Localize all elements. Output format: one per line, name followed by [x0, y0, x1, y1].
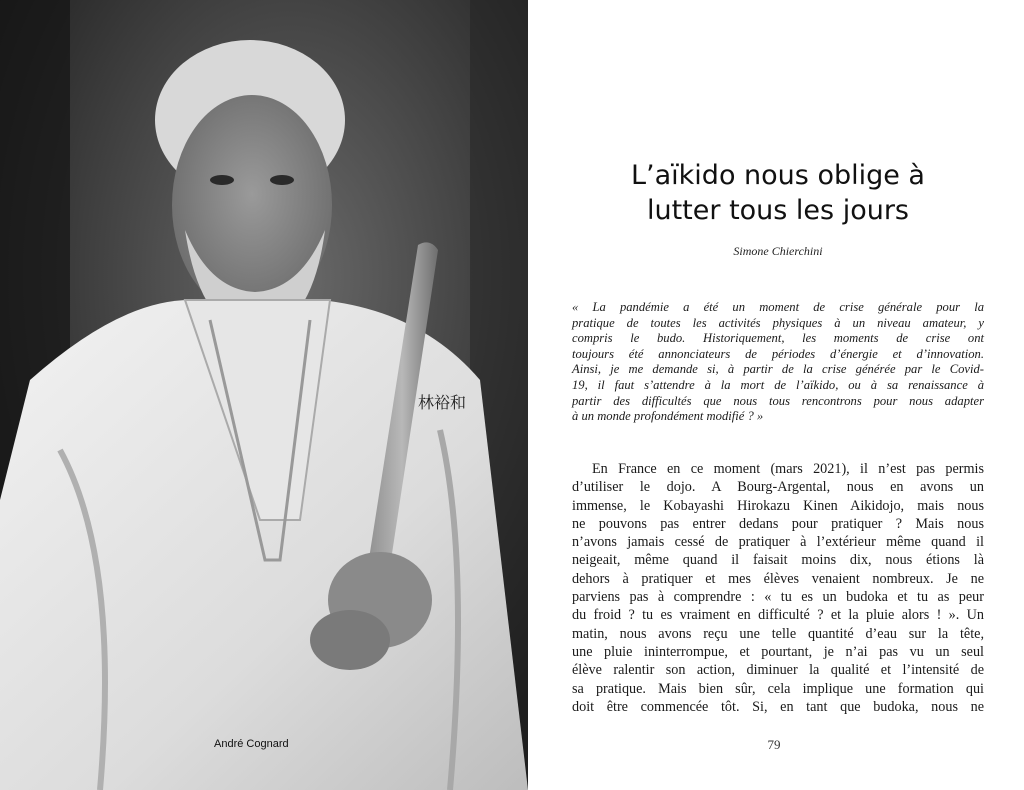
title-line: L’aïkido nous oblige à	[631, 160, 925, 192]
text-page	[528, 0, 1024, 790]
quote-line: Ainsi, je me demande si, à partir de la crise générée par le Covid-	[572, 362, 984, 377]
body-line: n’avons jamais cessé de pratiquer à l’extérieur même quand il	[572, 534, 984, 551]
body-line: neigeait, même quand il faisait moins dix, nous étions là	[572, 552, 984, 569]
body-line: du froid ? tu es vraiment en difficulté ? et la pluie alors ! ». Un	[572, 607, 984, 624]
article-title	[568, 158, 988, 228]
title-line: lutter tous les jours	[646, 195, 909, 227]
quote-line: « La pandémie a été un moment de crise générale pour la	[572, 300, 984, 314]
intro-quote	[572, 300, 984, 425]
body-paragraph	[572, 460, 984, 716]
quote-line: pratique de toutes les activités physiques à un niveau amateur, y	[572, 315, 984, 330]
body-line: d’utiliser le dojo. A Bourg-Argental, nous en avons un	[572, 479, 984, 496]
page-number: 79	[767, 737, 781, 752]
body-line: parviens pas à comprendre : « tu es un budoka et tu as peur	[572, 589, 984, 606]
quote-line: partir des difficultés que nous tous rencontrons pour nous adapter	[572, 393, 984, 408]
body-line: sa pratique. Mais bien sûr, cela implique une formation qui	[572, 680, 984, 697]
body-line: doit être commencée tôt. Si, en tant que budoka, nous ne	[572, 698, 984, 715]
gi-emblem-text: 林裕和	[418, 393, 467, 412]
author-name: Simone Chierchini	[733, 244, 823, 258]
body-line: élève ralentir son action, diminuer la qualité et l’intensité de	[572, 662, 984, 679]
body-line: matin, nous avons reçu une telle quantité d’eau sur la tête,	[572, 625, 984, 642]
body-line: ne pouvons pas entrer dedans pour pratiquer ? Mais nous	[572, 515, 984, 532]
quote-line: 19, il faut s’attendre à la mort de l’aïkido, ou à sa renaissance à	[572, 377, 984, 392]
body-line: En France en ce moment (mars 2021), il n’est pas permis	[592, 461, 984, 477]
body-line: une pluie ininterrompue, et pourtant, je n’ai pas vu un seul	[572, 643, 984, 660]
quote-line: toujours été annonciateurs de périodes d’énergie et d’innovation.	[572, 346, 984, 361]
body-line: dehors à pratiquer et mes élèves venaient nombreux. Je ne	[572, 570, 984, 587]
quote-line: compris le budo. Historiquement, les moments de crise ont	[572, 331, 984, 346]
quote-line: à un monde profondément modifié ? »	[572, 409, 764, 424]
body-line: immense, le Kobayashi Hirokazu Kinen Aikidojo, mais nous	[572, 497, 984, 514]
photo-caption: André Cognard	[214, 738, 289, 750]
